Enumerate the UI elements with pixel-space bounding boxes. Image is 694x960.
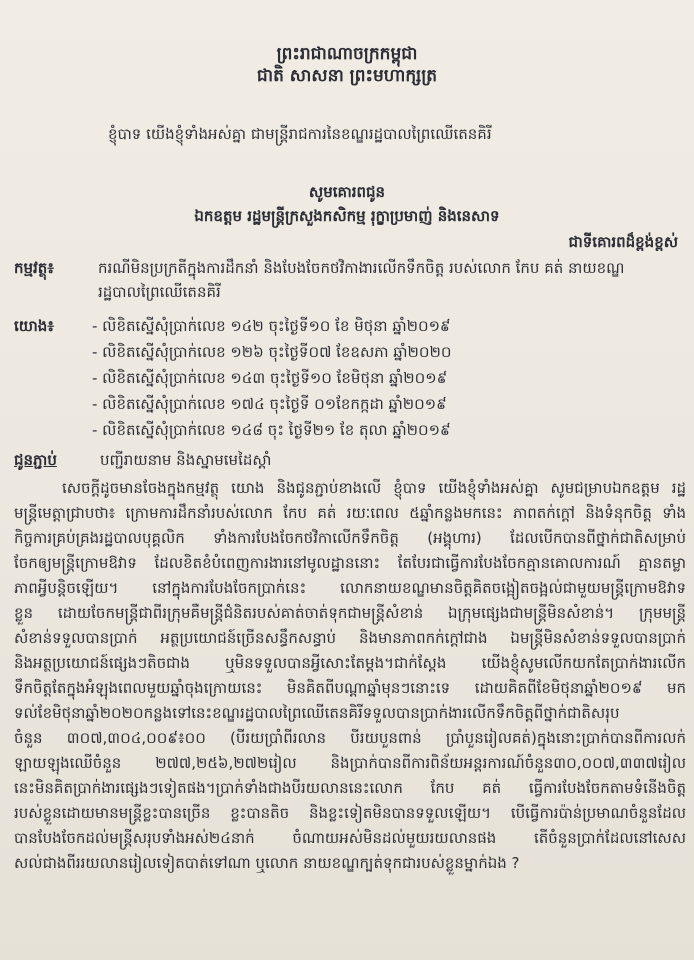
body-line: ឡាយឡុងឈើចំនួន ២៧៧,២៥៦,២៧២រៀល និងប្រាក់បានពីការពិន័យអន្តរការណ៍ចំនួន៣០,០០៧,៣៣៧រៀល bbox=[14, 754, 686, 772]
reference-item: - លិខិតស្នើសុំប្រាក់លេខ ១២៦ ចុះថ្ងៃទី០៧ ខែឧសភា ឆ្នាំ២០២០ bbox=[92, 343, 452, 361]
subject-label: កម្មវត្ថុ៖ bbox=[14, 259, 54, 277]
body-line-last: សល់ជាងពីររយលានរៀលទៀតបាត់ទៅណា ឬលោក នាយខណ្ឌក្បត់ទុកជារបស់ខ្លួនម្នាក់ឯង ? bbox=[14, 854, 520, 872]
body-line: កិច្ចការគ្រប់គ្រងរដ្ឋបាលបុគ្គលិក ទាំងការបែងចែកថវិកាលើកទឹកចិត្ត (អង្គុហារ) ដែលបើកបានពីថ្នាក់ជាតិសម្រាប់ bbox=[14, 529, 686, 547]
body-line: របស់ខ្លួនដោយមានមន្ត្រីខ្លះបានច្រើន ខ្លះបានតិច និងខ្លះទៀតមិនបានទទួលឡើយ។ បើធ្វើការប៉ាន់ប្រមាណចំនួនដែល bbox=[14, 804, 686, 822]
body-line: នេះមិនគិតប្រាក់ងារផ្សេងៗទៀតផង។ប្រាក់ទាំងជាងបីរយលាននេះលោក កែប គត់ ធ្វើការបែងចែកតាមទំនើងចិត្ត bbox=[14, 779, 686, 797]
subject-line-2: រដ្ឋបាលព្រៃឈើតេនគិរី bbox=[98, 283, 221, 301]
body-line: ទល់ខែមិថុនាឆ្នាំ២០២០កន្លងទៅនេះខណ្ឌរដ្ឋបាលព្រៃឈើតេនគិរីទទួលបានប្រាក់ងារលើកទឹកចិត្តពីថ្នាក់ជាតិសរុប bbox=[14, 704, 620, 722]
body-line: សំខាន់ទទួលបានប្រាក់ អត្ថប្រយោជន៍ច្រើនសន្ធឹកសន្ធាប់ និងមានភាពកក់ក្ដៅជាង ឯមន្ត្រីមិនសំខាន់ទទួលបានប្រាក់ bbox=[14, 629, 686, 647]
reference-item: - លិខិតស្នើសុំប្រាក់លេខ ១៧៤ ចុះថ្ងៃទី ០១ខែកក្កដា ឆ្នាំ២០១៩ bbox=[92, 395, 447, 413]
body-line: បានបែងចែកដល់មន្ត្រីសរុបទាំងអស់២៤នាក់ ចំណាយអស់មិនដល់មួយរយលានផង តើចំនួនប្រាក់ដែលនៅសេស bbox=[14, 829, 686, 847]
references-label: យោង៖ bbox=[14, 317, 54, 335]
body-line: ខ្លួន ដោយចែកមន្ត្រីជាពីរក្រុមគឺមន្ត្រីជំនិតរបស់គាត់ចាត់ទុកជាមន្ត្រីសំខាន់ ឯក្រុមផ្សេងជាមន្ត្រីមិនសំខាន់។ ក្រុមមន្ត្រី bbox=[14, 604, 686, 622]
body-line: ភាពអ្វីបន្តិចឡើយ។ នៅក្នុងការបែងចែកប្រាក់នេះ លោកនាយខណ្ឌមានចិត្តគិតចង្អៀតចង្អល់ជាមួយមន្ត្រីក្រោមឱវាទ bbox=[14, 579, 686, 597]
recipient-tail: ជាទីគោរពដ៏ខ្ពង់ខ្ពស់ bbox=[568, 233, 678, 251]
body-line: និងអត្ថប្រយោជន៍ផ្សេងៗតិចជាង ឬមិនទទួលបានអ្វីសោះតែម្តង។ជាក់ស្តែង យើងខ្ញុំសូមលើកយកតែប្រាក់ងារលើក bbox=[14, 654, 686, 672]
reference-item: - លិខិតស្នើសុំប្រាក់លេខ ១៤៨ ចុះ ថ្ងៃទី២១ ខែ តុលា ឆ្នាំ២០១៩ bbox=[92, 421, 451, 439]
attachment-label: ជូនភ្ជាប់ bbox=[14, 451, 57, 469]
kingdom-heading: ព្រះរាជាណាចក្រកម្ពុជា bbox=[276, 44, 418, 64]
reference-item: - លិខិតស្នើសុំប្រាក់លេខ ១៤២ ចុះថ្ងៃទី១០ ខែ មិថុនា ឆ្នាំ២០១៩ bbox=[92, 317, 451, 335]
body-line: ទឹកចិត្តតែក្នុងអំឡុងពេលមួយឆ្នាំចុងក្រោយនេះ មិនគិតពីបណ្តាឆ្នាំមុនៗនោះទេ ដោយគិតពីខែមិថុនាឆ្នាំ២០១៩ មក bbox=[14, 679, 686, 697]
sender-line: ខ្ញុំបាទ យើងខ្ញុំទាំងអស់គ្នា ជាមន្ត្រីរាជការនៃខណ្ឌរដ្ឋបាលព្រៃឈើតេនគិរី bbox=[108, 125, 492, 143]
respect-line: សូមគោរពជូន bbox=[308, 183, 386, 201]
subject-line-1: ករណីមិនប្រក្រតីក្នុងការដឹកនាំ និងបែងចែកថវិកាងារលើកទឹកចិត្ត របស់លោក កែប គត់ នាយខណ្ឌ bbox=[98, 259, 625, 277]
body-line: ចែកឲ្យមន្ត្រីក្រោមឱវាទ ដែលខិតខំបំពេញការងារនៅមូលដ្ឋាននោះ តែបែរជាធ្វើការបែងចែកគ្មានគោលការណ៍ គ្មានតម្លា bbox=[14, 554, 686, 572]
body-line: មន្ត្រីមេត្តាជ្រាបថា៖ ក្រោមការដឹកនាំរបស់លោក កែប គត់ រយៈពេល ៥ឆ្នាំកន្លងមកនេះ ភាពតក់ក្ដៅ និងទំនុកចិត្ត ទាំង bbox=[14, 504, 686, 522]
reference-item: - លិខិតស្នើសុំប្រាក់លេខ ១៤៣ ចុះថ្ងៃទី១០ ខែមិថុនា ឆ្នាំ២០១៩ bbox=[92, 369, 448, 387]
attachment-text: បញ្ជីរាយនាម និងស្នាមមេដៃស្តាំ bbox=[100, 451, 272, 469]
body-line: សេចក្តីដូចមានចែងក្នុងកម្មវត្ថុ យោង និងជូនភ្ជាប់ខាងលើ ខ្ញុំបាទ យើងខ្ញុំទាំងអស់គ្នា សូមជម្រាបឯកឧត្តម រដ្ឋ bbox=[62, 479, 686, 497]
body-line: ចំនួន ៣០៧,៣០៤,០០៩៖០០ (បីរយប្រាំពីរលាន បីរយបួនពាន់ ប្រាំបួនរៀលគត់)ក្នុងនោះប្រាក់បានពីការលក់ bbox=[14, 729, 686, 747]
recipient-line: ឯកឧត្តម រដ្ឋមន្ត្រីក្រសួងកសិកម្ម រុក្ខាប្រមាញ់ និងនេសាទ bbox=[194, 207, 500, 225]
motto-heading: ជាតិ សាសនា ព្រះមហាក្សត្រ bbox=[256, 66, 438, 86]
